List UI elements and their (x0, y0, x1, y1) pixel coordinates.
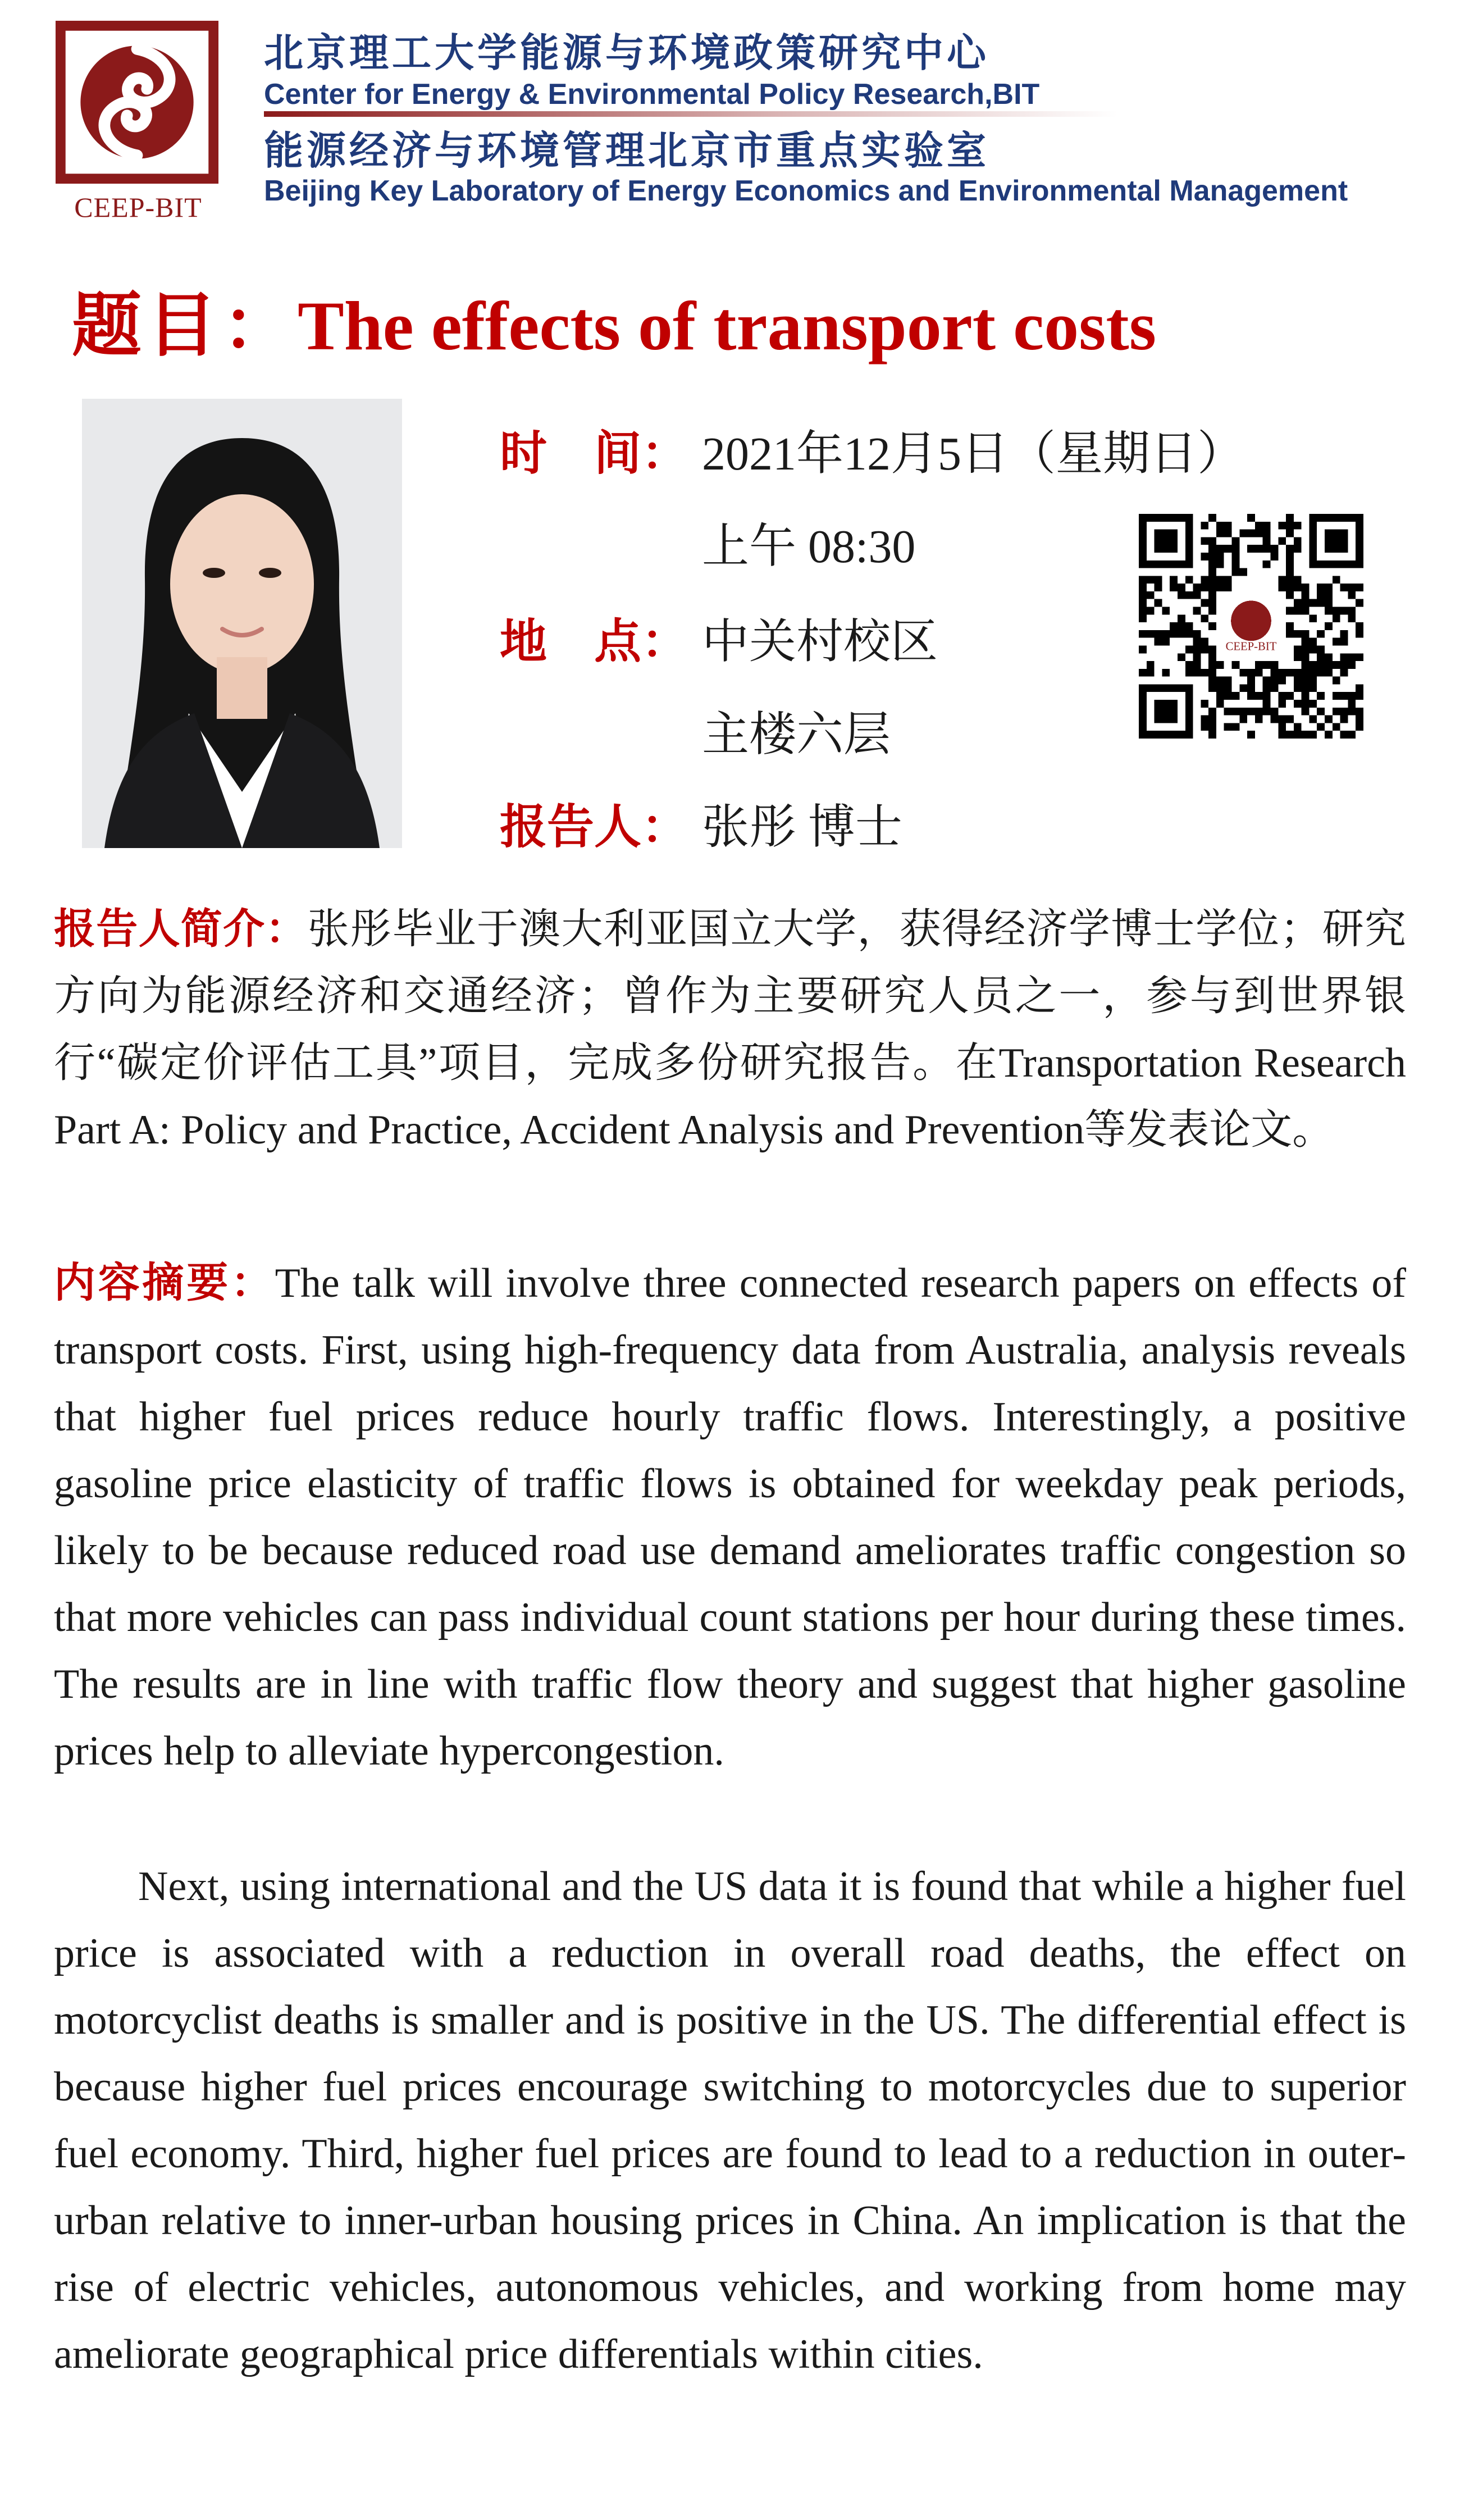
institution-name-en: Center for Energy & Environmental Policy Research,BIT (264, 78, 1040, 111)
ceep-bit-logo-icon (54, 19, 220, 185)
title-text: The effects of transport costs (298, 288, 1156, 364)
time-label: 时 间： (500, 425, 689, 481)
time-date: 2021年12月5日（星期日） (702, 428, 1245, 480)
abstract-text-1: The talk will involve three connected research papers on effects of transport costs. First, using high-frequency data from Australia, analysis reveals that higher fuel prices reduce hourly traffic flows. Interestingly, a positive gasoline price elasticity of traffic flows is obtained for weekday peak periods, likely to be because reduced road use demand ameliorates traffic congestion so that more vehicles can pass individual count stations per hour during these times. The results are in line with traffic flow theory and suggest that higher gasoline prices help to alleviate hypercongestion. (54, 1260, 1407, 1774)
talk-title (72, 270, 1156, 370)
ceep-bit-logo (54, 19, 220, 223)
abstract-paragraph-2: Next, using international and the US data it is found that while a higher fuel price is associated with a reduction in overall road deaths, the effect on motorcyclist deaths is smaller and is positive in the US. The differential effect is because higher fuel prices encourage switching to motorcycles due to superior fuel economy. Third, higher fuel prices are found to lead to a reduction in outer-urban relative to inner-urban housing prices in China. An implication is that the rise of electric vehicles, autonomous vehicles, and working from home may ameliorate geographical price differentials within cities. (54, 1863, 1406, 2377)
place-room: 主楼六层 (702, 709, 891, 761)
title-label: 题目： (72, 285, 298, 366)
speaker-portrait-icon (82, 399, 402, 848)
speaker-label: 报告人： (500, 799, 689, 854)
place-campus: 中关村校区 (702, 616, 938, 668)
speaker-photo (82, 399, 402, 848)
institution-name-cn: 北京理工大学能源与环境政策研究中心 (264, 30, 989, 76)
abstract-paragraph-1 (54, 1250, 1406, 1785)
place-label: 地 点： (500, 613, 689, 669)
speaker-bio (54, 896, 1406, 1164)
qr-code-icon[interactable] (1139, 514, 1363, 739)
time-hour: 上午 08:30 (702, 521, 916, 573)
speaker-name: 张彤 博士 (702, 801, 903, 854)
bio-text: 张彤毕业于澳大利亚国立大学，获得经济学博士学位；研究方向为能源经济和交通经济；曾作为主要研究人员之一，参与到世界银行“碳定价评估工具”项目，完成多份研究报告。在Transportation Research Part A: Policy and Practice, Accident Analysis and Prevention等发表论文。 (54, 906, 1407, 1153)
qr-caption: CEEP-BIT (1225, 640, 1277, 653)
abstract-label: 内容摘要： (54, 1259, 275, 1307)
logo-caption: CEEP-BIT (74, 192, 202, 223)
bio-label: 报告人简介： (54, 905, 308, 953)
header-divider (264, 111, 1117, 117)
lab-name-cn: 能源经济与环境管理北京市重点实验室 (264, 127, 989, 174)
lab-name-en: Beijing Key Laboratory of Energy Economics and Environmental Management (264, 175, 1348, 207)
